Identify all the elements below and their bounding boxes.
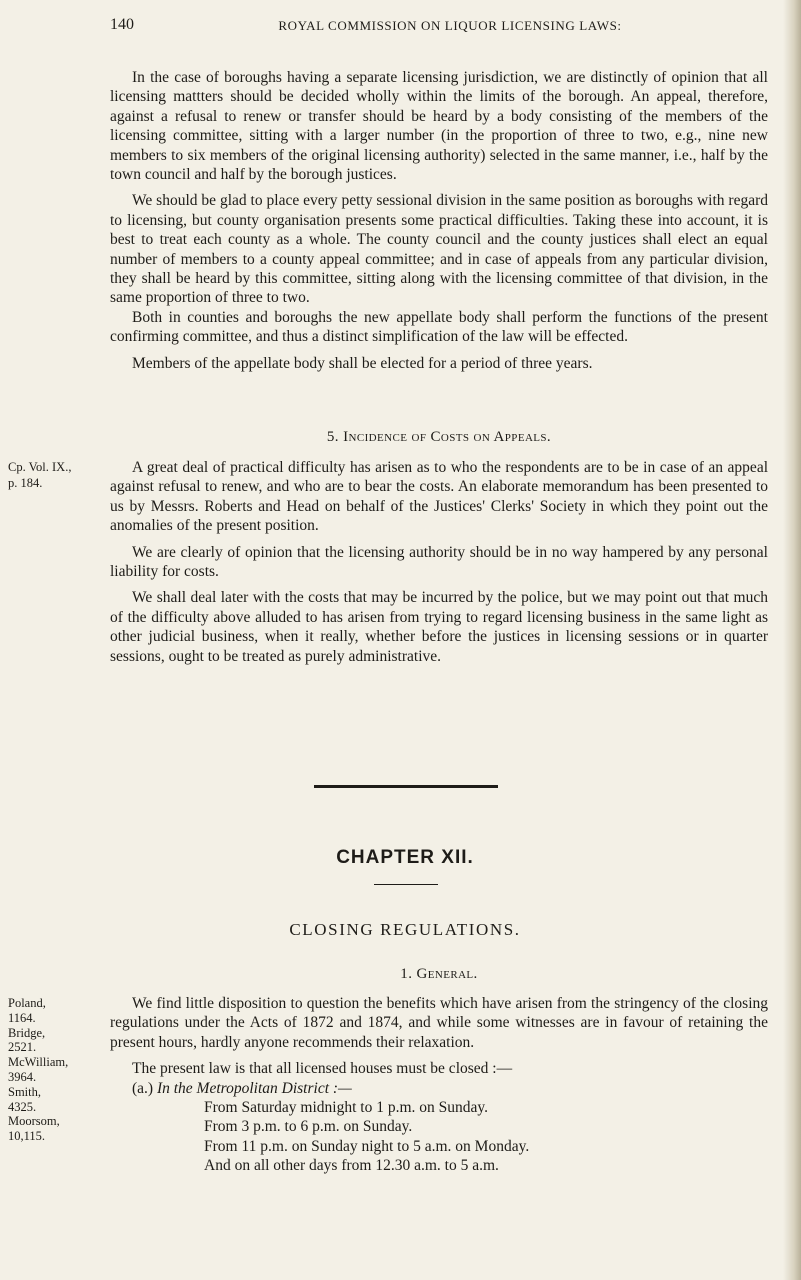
closing-hours-item: From 3 p.m. to 6 p.m. on Sunday. <box>204 1118 413 1136</box>
chapter-divider <box>314 785 498 788</box>
margin-note-witnesses: Poland, 1164. Bridge, 2521. McWilliam, 3964. Smith, 4325. Moorsom, 10,115. <box>8 996 69 1144</box>
paragraph-present-law: The present law is that all licensed houses must be closed :— <box>132 1060 513 1078</box>
section-title: Incidence of Costs on Appeals. <box>343 429 552 445</box>
section-title: General. <box>416 966 478 982</box>
paragraph-boroughs: In the case of boroughs having a separate licensing jurisdiction, we are distinctly of opinion that all licensing mattters should be decided wholly within the limits of the borough. An appeal, therefore, against a refusal to renew or transfer should be heard by a body consisting of the members of the licensing committee, sitting with a larger number (in the proportion of three to two, e.g., nine new members to six members of the original licensing authority) selected in the same manner, i.e., half by the town council and half by the borough justices. <box>110 69 768 184</box>
closing-hours-item: From Saturday midnight to 1 p.m. on Sunday. <box>204 1099 489 1117</box>
closing-hours-item: And on all other days from 12.30 a.m. to 5 a.m. <box>204 1157 499 1175</box>
paragraph-respondents: A great deal of practical difficulty has arisen as to who the respondents are to be in case of an appeal against refusal to renew, and who are to bear the costs. An elaborate memorandum has been presented to us by Messrs. Roberts and Head on behalf of the Justices' Clerks' Society in which they point out the anomalies of the present position. <box>110 459 768 535</box>
section-heading-costs <box>110 429 768 446</box>
margin-note-costs: Cp. Vol. IX., p. 184. <box>8 460 72 490</box>
district-name: In the Metropolitan District :— <box>156 1079 352 1097</box>
chapter-rule <box>374 884 438 885</box>
paragraph-appellate-body: Both in counties and boroughs the new appellate body shall perform the functions of the present confirming committee, and thus a distinct simplification of the law will be effected. <box>110 308 768 346</box>
district-heading <box>110 1079 768 1098</box>
body-costs <box>110 458 768 666</box>
paragraph-benefits: We find little disposition to question the benefits which have arisen from the stringency of the closing regulations under the Acts of 1872 and 1874, and while some witnesses are in favour of retaining the present hours, hardly anyone recommends their relaxation. <box>110 995 768 1051</box>
paragraph-liability: We are clearly of opinion that the licensing authority should be in no way hampered by any personal liability for costs. <box>110 543 768 581</box>
closing-hours-item: From 11 p.m. on Sunday night to 5 a.m. on Monday. <box>204 1137 530 1155</box>
page-edge-shadow <box>783 0 801 1280</box>
paragraph-police-costs: We shall deal later with the costs that may be incurred by the police, but we may point out that much of the difficulty above alluded to has arisen from trying to regard licensing business in the same light as other judicial business, when it really, whether before the justices in licensing sessions or in quarter sessions, ought to be treated as purely administrative. <box>110 589 768 665</box>
chapter-title: CLOSING REGULATIONS. <box>289 920 521 939</box>
paragraph-term: Members of the appellate body shall be elected for a period of three years. <box>132 354 593 372</box>
section-number: 5. <box>326 429 339 445</box>
body-closing <box>110 994 768 1176</box>
body-upper <box>110 68 768 373</box>
page-number: 140 <box>110 16 134 33</box>
page-header <box>110 16 750 40</box>
district-label: (a.) <box>132 1079 154 1097</box>
paragraph-counties: We should be glad to place every petty sessional division in the same position as boroughs with regard to licensing, but county organisation presents some practical difficulties. Taking these into account, it is best to treat each county as a whole. The county council and the county justices shall elect an equal number of members to a county appeal committee; and in case of appeals from any particular division, they shall be heard by this committee, sitting along with the licensing committee of that division, in the same proportion of three to two. <box>110 192 768 307</box>
chapter-label: CHAPTER XII. <box>336 847 474 868</box>
section-heading-general <box>110 966 768 983</box>
section-number: 1. <box>400 966 413 982</box>
running-title: ROYAL COMMISSION ON LIQUOR LICENSING LAWS: <box>278 18 622 33</box>
